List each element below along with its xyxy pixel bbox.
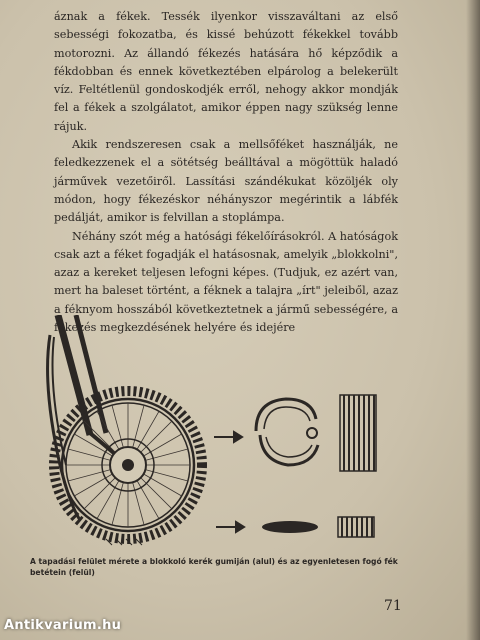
paragraph-2: Akik rendszeresen csak a mellsőféket használják, ne feledkezzenek el a sötétség beálltával a mögöttük haladó járművek vezetőiről. Lassítási szándékukat közöljék oly módon, hogy fékezéskor néhányszor megérintik a lábfék pedálját, amikor is felvillan a stoplámpa. <box>54 138 398 225</box>
tyre-tread-pattern <box>338 517 374 537</box>
figure-caption: A tapadási felület mérete a blokkoló kerék gumiján (alul) és az egyenletesen fogó fék betétein (felül) <box>30 557 398 577</box>
watermark: Antikvarium.hu <box>4 618 122 633</box>
page-edge-shadow <box>466 0 480 640</box>
arrow-bottom <box>216 522 244 532</box>
brake-shoes <box>256 399 318 465</box>
tyre-imprint-shape <box>262 521 318 533</box>
arrow-top <box>214 432 242 442</box>
body-text <box>54 8 398 337</box>
paragraph-3: Néhány szót még a hatósági fékelőírásokról. A hatóságok csak azt a féket fogadják el hatásosnak, amelyik „blokkolni", azaz a kereket teljesen lefogni képes. (Tudjuk, ez azért van, mert ha baleset történt, a féknek a talajra „írt" jeleiből, azaz a féknyom hosszából következtetnek a jármű sebességére, a fékezés megkezdésének helyére és idejére <box>54 229 398 335</box>
brake-lining-pattern <box>340 395 376 471</box>
page-number: 71 <box>384 598 402 614</box>
paragraph-1: áznak a fékek. Tessék ilyenkor visszaváltani az első sebességi fokozatba, és kissé behúzott fékekkel tovább motorozni. Az állandó fékezés hatására hő képződik a fékdobban és ennek következtében elpárolog a belekerült víz. Feltétlenül gondoskodjék erről, nehogy akkor mondják fel a fékek a szolgálatot, amikor éppen nagy szükség lenne rájuk. <box>54 10 398 133</box>
brake-illustration <box>20 315 440 565</box>
motorcycle-wheel <box>54 391 202 539</box>
